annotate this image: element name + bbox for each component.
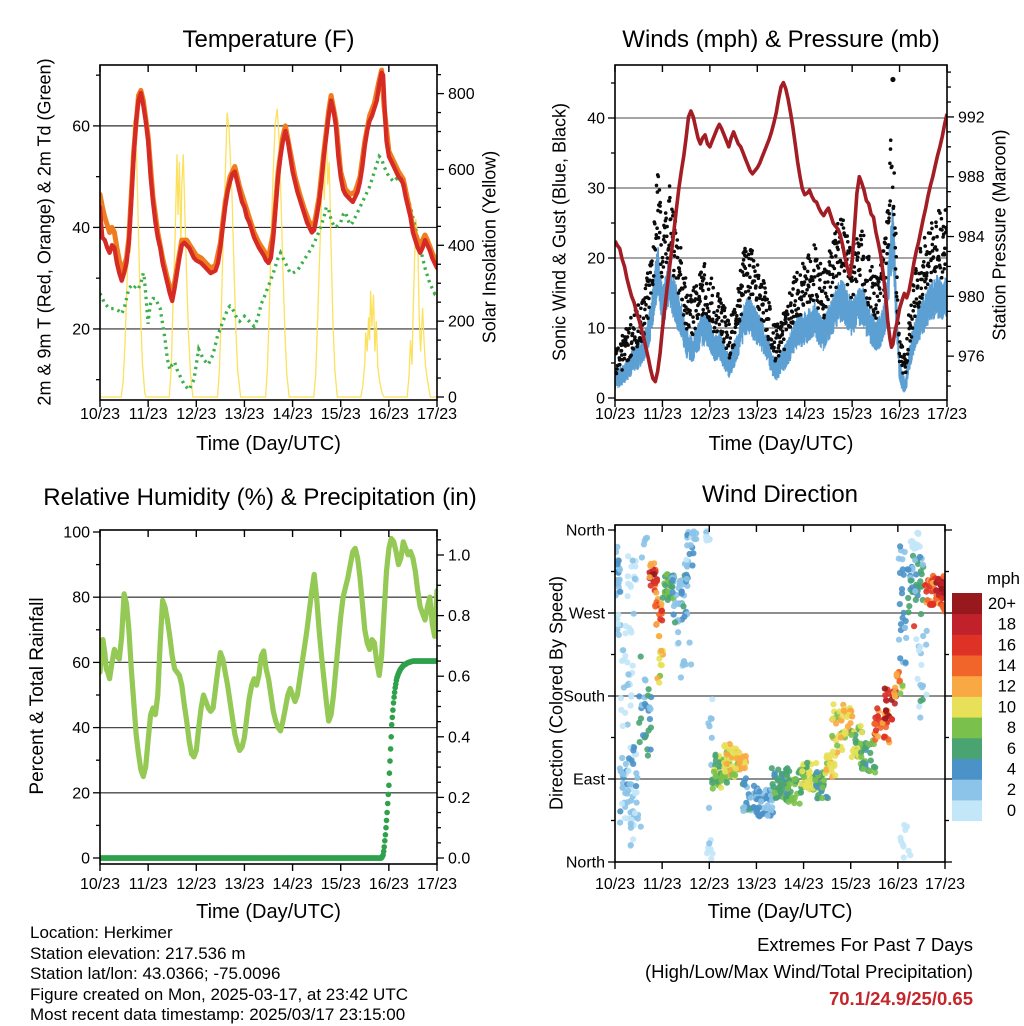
svg-text:17/23: 17/23 — [416, 406, 458, 423]
panel2-ylabel-left: Sonic Wind & Gust (Blue, Black) — [549, 102, 570, 362]
svg-text:0.0: 0.0 — [448, 850, 471, 868]
panel3-title: Relative Humidity (%) & Precipitation (in) — [43, 484, 477, 511]
svg-text:100: 100 — [63, 524, 90, 542]
svg-text:13/23: 13/23 — [224, 406, 265, 423]
svg-text:17/23: 17/23 — [924, 876, 966, 893]
panel2-xlabel: Time (Day/UTC) — [708, 433, 854, 455]
svg-text:13/23: 13/23 — [737, 406, 778, 423]
svg-text:600: 600 — [448, 161, 475, 179]
svg-text:12/23: 12/23 — [176, 406, 217, 423]
svg-text:20: 20 — [72, 321, 90, 339]
svg-text:0.4: 0.4 — [448, 729, 471, 747]
svg-text:40: 40 — [587, 110, 605, 128]
panel2-ylabel-right: Station Pressure (Maroon) — [989, 129, 1010, 341]
svg-text:8: 8 — [1006, 719, 1016, 738]
extremes-block — [540, 931, 973, 1012]
svg-text:40: 40 — [72, 219, 90, 237]
svg-text:North: North — [565, 854, 605, 872]
svg-text:17/23: 17/23 — [416, 876, 458, 893]
station-info-footer — [30, 923, 408, 1026]
svg-text:14/23: 14/23 — [783, 876, 824, 893]
svg-text:11/23: 11/23 — [128, 876, 168, 893]
panel3-xlabel: Time (Day/UTC) — [196, 901, 341, 923]
svg-text:10/23: 10/23 — [79, 876, 121, 893]
svg-text:East: East — [572, 771, 605, 789]
svg-text:10/23: 10/23 — [594, 406, 636, 423]
svg-text:976: 976 — [958, 348, 985, 366]
svg-text:16/23: 16/23 — [368, 876, 409, 893]
svg-text:0.6: 0.6 — [448, 668, 471, 686]
panel2-title: Winds (mph) & Pressure (mb) — [622, 26, 940, 53]
svg-text:60: 60 — [72, 654, 90, 672]
svg-text:16: 16 — [997, 636, 1016, 655]
svg-text:20+: 20+ — [988, 594, 1016, 613]
svg-text:0.2: 0.2 — [448, 789, 471, 807]
svg-text:0: 0 — [1006, 801, 1016, 820]
panel4-xlabel: Time (Day/UTC) — [707, 901, 853, 923]
panel4-title: Wind Direction — [701, 481, 859, 508]
panel3-ylabel-left: Percent & Total Rainfall — [27, 597, 48, 795]
svg-text:2: 2 — [1006, 781, 1016, 800]
svg-text:15/23: 15/23 — [320, 876, 361, 893]
svg-text:13/23: 13/23 — [224, 876, 265, 893]
panel1-title: Temperature (F) — [182, 26, 355, 53]
panel1-ylabel-left: 2m & 9m T (Red, Orange) & 2m Td (Green) — [34, 58, 55, 406]
svg-text:14/23: 14/23 — [272, 406, 313, 423]
svg-text:80: 80 — [72, 589, 90, 607]
footer-timestamp: Most recent data timestamp: 2025/03/17 23:15:00 — [30, 1005, 406, 1024]
extremes-heading: Extremes For Past 7 Days — [757, 934, 973, 955]
svg-text:13/23: 13/23 — [736, 876, 777, 893]
svg-text:0: 0 — [81, 850, 90, 868]
svg-text:10: 10 — [997, 698, 1016, 717]
svg-text:16/23: 16/23 — [877, 876, 918, 893]
svg-text:17/23: 17/23 — [926, 406, 968, 423]
svg-text:11/23: 11/23 — [128, 406, 168, 423]
svg-text:11/23: 11/23 — [642, 876, 682, 893]
footer-location: Location: Herkimer — [30, 923, 173, 942]
svg-text:16/23: 16/23 — [368, 406, 409, 423]
svg-text:14/23: 14/23 — [272, 876, 313, 893]
svg-text:12/23: 12/23 — [689, 406, 730, 423]
svg-text:6: 6 — [1006, 739, 1016, 758]
svg-text:1.0: 1.0 — [448, 547, 471, 565]
svg-text:60: 60 — [72, 118, 90, 136]
svg-text:200: 200 — [448, 313, 475, 331]
svg-text:14/23: 14/23 — [784, 406, 825, 423]
svg-text:12/23: 12/23 — [176, 876, 217, 893]
panel1-ylabel-right: Solar Insolation (Yellow) — [479, 150, 500, 344]
svg-text:4: 4 — [1006, 760, 1016, 779]
svg-text:980: 980 — [958, 288, 985, 306]
panel4-ylabel-left: Direction (Colored By Speed) — [546, 575, 567, 811]
svg-text:800: 800 — [448, 86, 475, 104]
svg-text:16/23: 16/23 — [879, 406, 920, 423]
svg-text:988: 988 — [958, 169, 985, 187]
svg-text:400: 400 — [448, 237, 475, 255]
svg-text:20: 20 — [587, 250, 605, 268]
svg-text:15/23: 15/23 — [832, 406, 873, 423]
svg-text:10: 10 — [587, 320, 605, 338]
svg-text:11/23: 11/23 — [642, 406, 682, 423]
svg-text:South: South — [563, 688, 605, 706]
svg-text:984: 984 — [958, 229, 985, 247]
svg-text:30: 30 — [587, 180, 605, 198]
footer-latlon: Station lat/lon: 43.0366; -75.0096 — [30, 964, 281, 983]
colorbar-units-label: mph — [986, 569, 1020, 588]
extremes-values: 70.1/24.9/25/0.65 — [828, 988, 973, 1009]
svg-text:15/23: 15/23 — [320, 406, 361, 423]
svg-text:18: 18 — [997, 615, 1016, 634]
svg-text:10/23: 10/23 — [79, 406, 121, 423]
svg-text:20: 20 — [72, 785, 90, 803]
svg-text:40: 40 — [72, 720, 90, 738]
footer-elevation: Station elevation: 217.536 m — [30, 943, 246, 963]
svg-text:0: 0 — [448, 389, 457, 407]
svg-text:North: North — [565, 522, 605, 540]
svg-text:992: 992 — [958, 109, 985, 127]
panel1-xlabel: Time (Day/UTC) — [196, 433, 341, 455]
svg-text:10/23: 10/23 — [594, 876, 636, 893]
svg-text:12: 12 — [997, 677, 1016, 696]
svg-text:West: West — [568, 605, 605, 623]
svg-text:14: 14 — [997, 656, 1016, 675]
extremes-subheading: (High/Low/Max Wind/Total Precipitation) — [645, 961, 973, 982]
svg-text:0: 0 — [596, 390, 605, 408]
footer-created: Figure created on Mon, 2025-03-17, at 23:42 UTC — [30, 984, 408, 1004]
svg-text:12/23: 12/23 — [689, 876, 730, 893]
svg-text:0.8: 0.8 — [448, 608, 471, 626]
svg-text:15/23: 15/23 — [830, 876, 871, 893]
